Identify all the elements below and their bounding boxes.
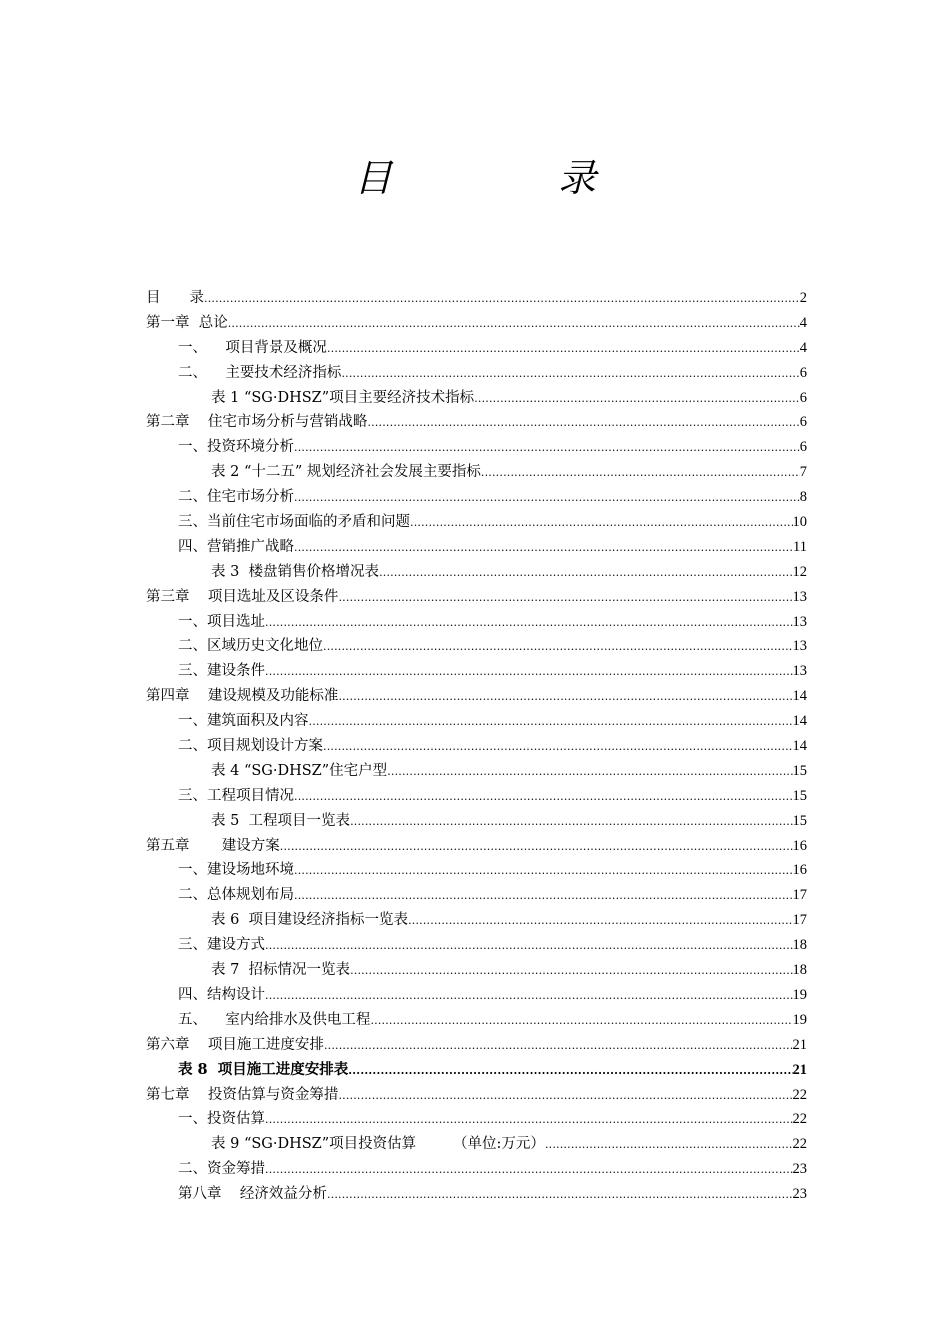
toc-entry-page-number: 8 [799, 489, 807, 506]
toc-entry-page-number: 13 [792, 613, 807, 630]
toc-entry-title: 第六章 项目施工进度安排 [146, 1036, 324, 1053]
toc-leader-dots [294, 884, 793, 909]
toc-entry[interactable] [146, 585, 807, 610]
toc-entry-title: 第八章 经济效益分析 [178, 1186, 327, 1203]
toc-entry-title: 目 录 [146, 290, 204, 306]
toc-entry-title: 一、 项目背景及概况 [178, 339, 327, 356]
toc-entry-page-number: 16 [792, 862, 807, 879]
toc-entry-title: 表 8 项目施工进度安排表 [178, 1060, 349, 1078]
toc-leader-dots [338, 685, 792, 710]
toc-entry-page-number: 4 [799, 339, 807, 356]
toc-entry-title: 表 9 “SG·DHSZ”项目投资估算 （单位:万元） [211, 1136, 545, 1153]
toc-entry-title: 二、项目规划设计方案 [178, 738, 323, 755]
toc-entry-title: 一、投资估算 [178, 1111, 265, 1128]
toc-entry[interactable] [146, 336, 807, 361]
toc-entry[interactable] [146, 634, 807, 659]
table-of-contents [146, 286, 807, 1207]
toc-entry-title: 第四章 建设规模及功能标准 [146, 688, 339, 705]
toc-leader-dots [350, 810, 792, 835]
toc-leader-dots [324, 1034, 793, 1059]
toc-entry-title: 表 6 项目建设经济指标一览表 [211, 912, 409, 929]
toc-entry[interactable] [146, 535, 807, 560]
toc-entry[interactable] [146, 1157, 807, 1182]
toc-leader-dots [327, 1183, 793, 1208]
toc-entry[interactable] [146, 734, 807, 759]
toc-entry-title: 第一章 总论 [146, 314, 228, 331]
toc-entry-page-number: 12 [792, 563, 807, 580]
toc-leader-dots [309, 710, 793, 735]
toc-entry[interactable] [146, 410, 807, 435]
toc-entry[interactable] [146, 958, 807, 983]
toc-entry-page-number: 14 [792, 713, 807, 730]
toc-entry-page-number: 11 [793, 538, 807, 555]
toc-entry[interactable] [146, 659, 807, 684]
toc-leader-dots [350, 959, 792, 984]
toc-entry[interactable] [146, 460, 807, 485]
toc-entry-page-number: 6 [799, 389, 807, 406]
toc-entry-title: 表 1 “SG·DHSZ”项目主要经济技术指标 [211, 389, 475, 406]
toc-leader-dots [294, 785, 793, 810]
toc-entry-title: 二、 主要技术经济指标 [178, 364, 342, 381]
toc-entry[interactable] [146, 759, 807, 784]
toc-entry[interactable] [146, 386, 807, 411]
toc-entry-title: 三、建设条件 [178, 663, 265, 680]
toc-entry-title: 三、工程项目情况 [178, 787, 294, 804]
toc-leader-dots [474, 387, 800, 412]
toc-entry[interactable] [146, 1033, 807, 1058]
toc-leader-dots [379, 561, 792, 586]
toc-entry[interactable] [146, 933, 807, 958]
toc-entry[interactable] [146, 610, 807, 635]
toc-leader-dots [545, 1133, 793, 1158]
toc-entry[interactable] [146, 485, 807, 510]
toc-leader-dots [265, 934, 793, 959]
toc-leader-dots [481, 461, 800, 486]
toc-leader-dots [387, 760, 792, 785]
toc-entry-page-number: 18 [792, 937, 807, 954]
toc-entry[interactable] [146, 983, 807, 1008]
toc-entry-page-number: 15 [792, 762, 807, 779]
toc-entry-page-number: 17 [792, 887, 807, 904]
toc-entry[interactable] [146, 834, 807, 859]
toc-entry-page-number: 18 [792, 962, 807, 979]
toc-entry-title: 五、 室内给排水及供电工程 [178, 1011, 371, 1028]
toc-entry[interactable] [146, 1132, 807, 1157]
toc-entry-page-number: 21 [792, 1061, 807, 1078]
toc-entry[interactable] [146, 435, 807, 460]
toc-leader-dots [367, 411, 799, 436]
toc-entry-title: 第二章 住宅市场分析与营销战略 [146, 414, 368, 431]
toc-entry[interactable] [146, 1107, 807, 1132]
toc-entry[interactable] [146, 1083, 807, 1108]
toc-leader-dots [265, 660, 793, 685]
toc-entry-title: 二、资金筹措 [178, 1161, 265, 1178]
toc-leader-dots [294, 859, 793, 884]
toc-entry-title: 一、建设场地环境 [178, 862, 294, 879]
toc-entry-page-number: 23 [792, 1186, 807, 1203]
toc-entry-title: 表 2 “十二五” 规划经济社会发展主要指标 [211, 464, 481, 481]
toc-leader-dots [338, 1084, 792, 1109]
toc-entry[interactable] [146, 883, 807, 908]
toc-entry-title: 表 5 工程项目一览表 [211, 812, 351, 829]
toc-entry-page-number: 2 [799, 290, 807, 306]
toc-leader-dots [265, 984, 793, 1009]
toc-entry[interactable] [146, 286, 807, 311]
toc-entry-title: 一、投资环境分析 [178, 439, 294, 456]
toc-entry-page-number: 7 [799, 464, 807, 481]
toc-entry[interactable] [146, 361, 807, 386]
toc-entry-title: 第五章 建设方案 [146, 837, 280, 854]
toc-leader-dots [294, 536, 793, 561]
toc-entry[interactable] [146, 1182, 807, 1207]
toc-entry-title: 二、总体规划布局 [178, 887, 294, 904]
toc-leader-dots [294, 486, 800, 511]
toc-entry-title: 三、建设方式 [178, 937, 265, 954]
toc-entry-title: 表 4 “SG·DHSZ”住宅户型 [211, 762, 388, 779]
toc-entry-page-number: 22 [792, 1086, 807, 1103]
toc-entry-title: 第三章 项目选址及区设条件 [146, 588, 339, 605]
toc-entry-title: 四、营销推广战略 [178, 538, 294, 555]
toc-entry[interactable] [146, 908, 807, 933]
toc-leader-dots [323, 735, 793, 760]
toc-entry-page-number: 10 [792, 514, 807, 531]
toc-entry-page-number: 13 [792, 588, 807, 605]
toc-entry-page-number: 15 [792, 787, 807, 804]
toc-entry[interactable] [146, 510, 807, 535]
toc-entry[interactable] [146, 1058, 807, 1083]
toc-leader-dots [370, 1009, 792, 1034]
toc-entry-page-number: 15 [792, 812, 807, 829]
toc-leader-dots [410, 511, 793, 536]
toc-entry[interactable] [146, 784, 807, 809]
toc-entry-page-number: 6 [799, 414, 807, 431]
toc-leader-dots [327, 337, 800, 362]
toc-entry-page-number: 13 [792, 663, 807, 680]
toc-entry[interactable] [146, 858, 807, 883]
toc-leader-dots [341, 362, 799, 387]
toc-entry-page-number: 13 [792, 638, 807, 655]
toc-entry-title: 一、项目选址 [178, 613, 265, 630]
toc-entry-title: 一、建筑面积及内容 [178, 713, 309, 730]
toc-leader-dots [338, 586, 792, 611]
toc-entry-page-number: 22 [792, 1111, 807, 1128]
toc-leader-dots [348, 1059, 792, 1084]
toc-entry-page-number: 19 [792, 1011, 807, 1028]
page-title: 目 录 [353, 156, 660, 200]
toc-leader-dots [204, 287, 800, 312]
toc-entry-title: 二、区域历史文化地位 [178, 638, 323, 655]
toc-entry-page-number: 6 [799, 364, 807, 381]
toc-entry-page-number: 23 [792, 1161, 807, 1178]
toc-entry-title: 表 7 招标情况一览表 [211, 962, 351, 979]
toc-entry[interactable] [146, 311, 807, 336]
toc-entry-page-number: 16 [792, 837, 807, 854]
toc-entry-title: 四、结构设计 [178, 986, 265, 1003]
toc-leader-dots [265, 1108, 793, 1133]
toc-entry-page-number: 19 [792, 986, 807, 1003]
toc-entry-title: 三、当前住宅市场面临的矛盾和问题 [178, 514, 410, 531]
toc-entry-page-number: 14 [792, 738, 807, 755]
toc-leader-dots [265, 611, 793, 636]
toc-entry[interactable] [146, 709, 807, 734]
toc-entry[interactable] [146, 809, 807, 834]
toc-leader-dots [280, 835, 793, 860]
toc-entry-page-number: 6 [799, 439, 807, 456]
toc-leader-dots [323, 635, 793, 660]
toc-entry-title: 表 3 楼盘销售价格增况表 [211, 563, 380, 580]
toc-entry[interactable] [146, 560, 807, 585]
toc-entry-page-number: 14 [792, 688, 807, 705]
toc-entry[interactable] [146, 684, 807, 709]
toc-entry[interactable] [146, 1008, 807, 1033]
toc-entry-page-number: 17 [792, 912, 807, 929]
toc-entry-page-number: 21 [792, 1036, 807, 1053]
toc-leader-dots [228, 312, 800, 337]
toc-leader-dots [265, 1158, 793, 1183]
toc-leader-dots [294, 436, 800, 461]
toc-entry-title: 第七章 投资估算与资金筹措 [146, 1086, 339, 1103]
toc-entry-title: 二、住宅市场分析 [178, 489, 294, 506]
toc-entry-page-number: 22 [792, 1136, 807, 1153]
toc-entry-page-number: 4 [799, 314, 807, 331]
toc-leader-dots [408, 909, 792, 934]
